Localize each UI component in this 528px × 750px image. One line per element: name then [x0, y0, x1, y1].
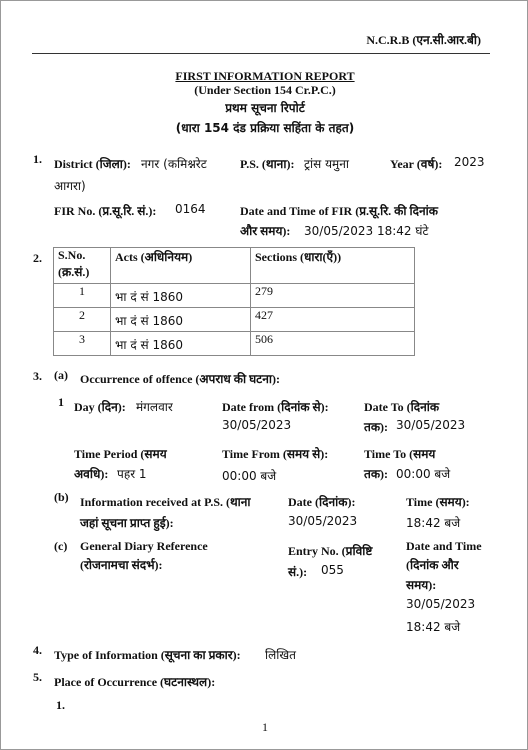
- info-date-value: 30/05/2023: [288, 514, 358, 528]
- info-time-value: 18:42 बजे: [406, 516, 461, 530]
- fir-datetime-label-line-2: और समय):: [240, 224, 291, 238]
- sno-header: [54, 248, 111, 284]
- time-to-value: 00:00 बजे: [396, 467, 451, 481]
- sno-header-line-1: S.No.: [58, 248, 86, 262]
- sub-a-label: (a): [54, 368, 68, 382]
- row-sno: 2: [54, 308, 111, 332]
- time-period-label-line-2: अवधि):: [74, 467, 109, 481]
- sub-b-label: (b): [54, 490, 69, 504]
- title-line-4: (धारा 154 दंड प्रक्रिया सहिंता के तहत): [175, 121, 355, 135]
- date-to-label-line-1: Date To (दिनांक: [364, 400, 440, 414]
- info-received-label-line-2: जहां सूचना प्राप्त हुई):: [80, 516, 174, 530]
- info-time-label: Time (समय):: [406, 495, 470, 509]
- acts-table: [53, 247, 415, 356]
- info-date-label: Date (दिनांक):: [288, 495, 356, 509]
- district-label: District (जिला):: [54, 157, 131, 171]
- section-3-number: 3.: [33, 369, 42, 383]
- district-value-line-2: आगरा): [54, 179, 86, 193]
- place-of-occurrence-label: Place of Occurrence (घटनास्थल):: [54, 675, 216, 689]
- entry-no-value: 055: [321, 563, 344, 577]
- row-act: भा दं सं 1860: [111, 308, 251, 332]
- fir-datetime-label-line-1: Date and Time of FIR (प्र.सू.रि. की दिनांक: [240, 204, 438, 218]
- time-period-value: पहर 1: [117, 467, 147, 481]
- time-to-label-line-2: तक):: [364, 467, 389, 481]
- date-to-value: 30/05/2023: [396, 418, 466, 432]
- ps-value: ट्रांस यमुना: [304, 157, 349, 171]
- ncrb-header: N.C.R.B (एन.सी.आर.बी): [366, 33, 481, 47]
- fir-no-label: FIR No. (प्र.सू.रि. सं.):: [54, 204, 157, 218]
- gd-datetime-label-line-2: (दिनांक और: [406, 558, 459, 572]
- time-to-label-line-1: Time To (समय: [364, 447, 436, 461]
- year-label: Year (वर्ष):: [390, 157, 443, 171]
- section-2-number: 2.: [33, 251, 42, 265]
- row-sno: 3: [54, 332, 111, 356]
- acts-header: Acts (अधिनियम): [111, 248, 251, 284]
- year-value: 2023: [454, 155, 485, 169]
- section-1-number: 1.: [33, 152, 42, 166]
- date-from-value: 30/05/2023: [222, 418, 292, 432]
- row-section: 506: [251, 332, 415, 356]
- table-row: [54, 308, 415, 332]
- row-act: भा दं सं 1860: [111, 284, 251, 308]
- time-from-value: 00:00 बजे: [222, 469, 277, 483]
- row-section: 427: [251, 308, 415, 332]
- entry-no-label-line-2: सं.):: [288, 565, 308, 579]
- gd-date-value: 30/05/2023: [406, 597, 476, 611]
- fir-datetime-value: 30/05/2023 18:42 घंटे: [304, 224, 429, 238]
- table-row: [54, 284, 415, 308]
- gd-reference-label-line-1: General Diary Reference: [80, 539, 208, 553]
- day-value: मंगलवार: [136, 400, 173, 414]
- ps-label: P.S. (थाना):: [240, 157, 295, 171]
- day-label: Day (दिन):: [74, 400, 126, 414]
- sno-header-line-2: (क्र.सं.): [58, 265, 90, 279]
- info-type-value: लिखित: [265, 648, 297, 662]
- title-line-2: (Under Section 154 Cr.P.C.): [194, 83, 336, 97]
- header-rule: [32, 53, 490, 54]
- time-from-label: Time From (समय से):: [222, 447, 329, 461]
- occurrence-item-number: 1: [58, 395, 64, 409]
- sections-header: Sections (धारा(एँ)): [251, 248, 415, 284]
- acts-table-header: [54, 248, 415, 284]
- section-5-number: 5.: [33, 670, 42, 684]
- section-4-number: 4.: [33, 643, 42, 657]
- row-sno: 1: [54, 284, 111, 308]
- info-type-label: Type of Information (सूचना का प्रकार):: [54, 648, 241, 662]
- row-section: 279: [251, 284, 415, 308]
- title-line-1: FIRST INFORMATION REPORT: [175, 69, 355, 83]
- fir-no-value: 0164: [175, 202, 206, 216]
- district-value-line-1: नगर (कमिश्नरेट: [141, 157, 207, 171]
- table-row: [54, 332, 415, 356]
- date-from-label: Date from (दिनांक से):: [222, 400, 329, 414]
- row-act: भा दं सं 1860: [111, 332, 251, 356]
- entry-no-label-line-1: Entry No. (प्रविष्टि: [288, 544, 373, 558]
- sub-c-label: (c): [54, 539, 68, 553]
- gd-datetime-label-line-1: Date and Time: [406, 539, 482, 553]
- page-number: 1: [262, 720, 268, 734]
- gd-datetime-label-line-3: समय):: [406, 578, 437, 592]
- title-line-3: प्रथम सूचना रिपोर्ट: [225, 101, 305, 115]
- place-item-number: 1.: [56, 698, 65, 712]
- info-received-label-line-1: Information received at P.S. (थाना: [80, 495, 251, 509]
- time-period-label-line-1: Time Period (समय: [74, 447, 167, 461]
- occurrence-title: Occurrence of offence (अपराध की घटना):: [80, 372, 280, 386]
- gd-reference-label-line-2: (रोजनामचा संदर्भ):: [80, 558, 163, 572]
- date-to-label-line-2: तक):: [364, 420, 389, 434]
- gd-time-value: 18:42 बजे: [406, 620, 461, 634]
